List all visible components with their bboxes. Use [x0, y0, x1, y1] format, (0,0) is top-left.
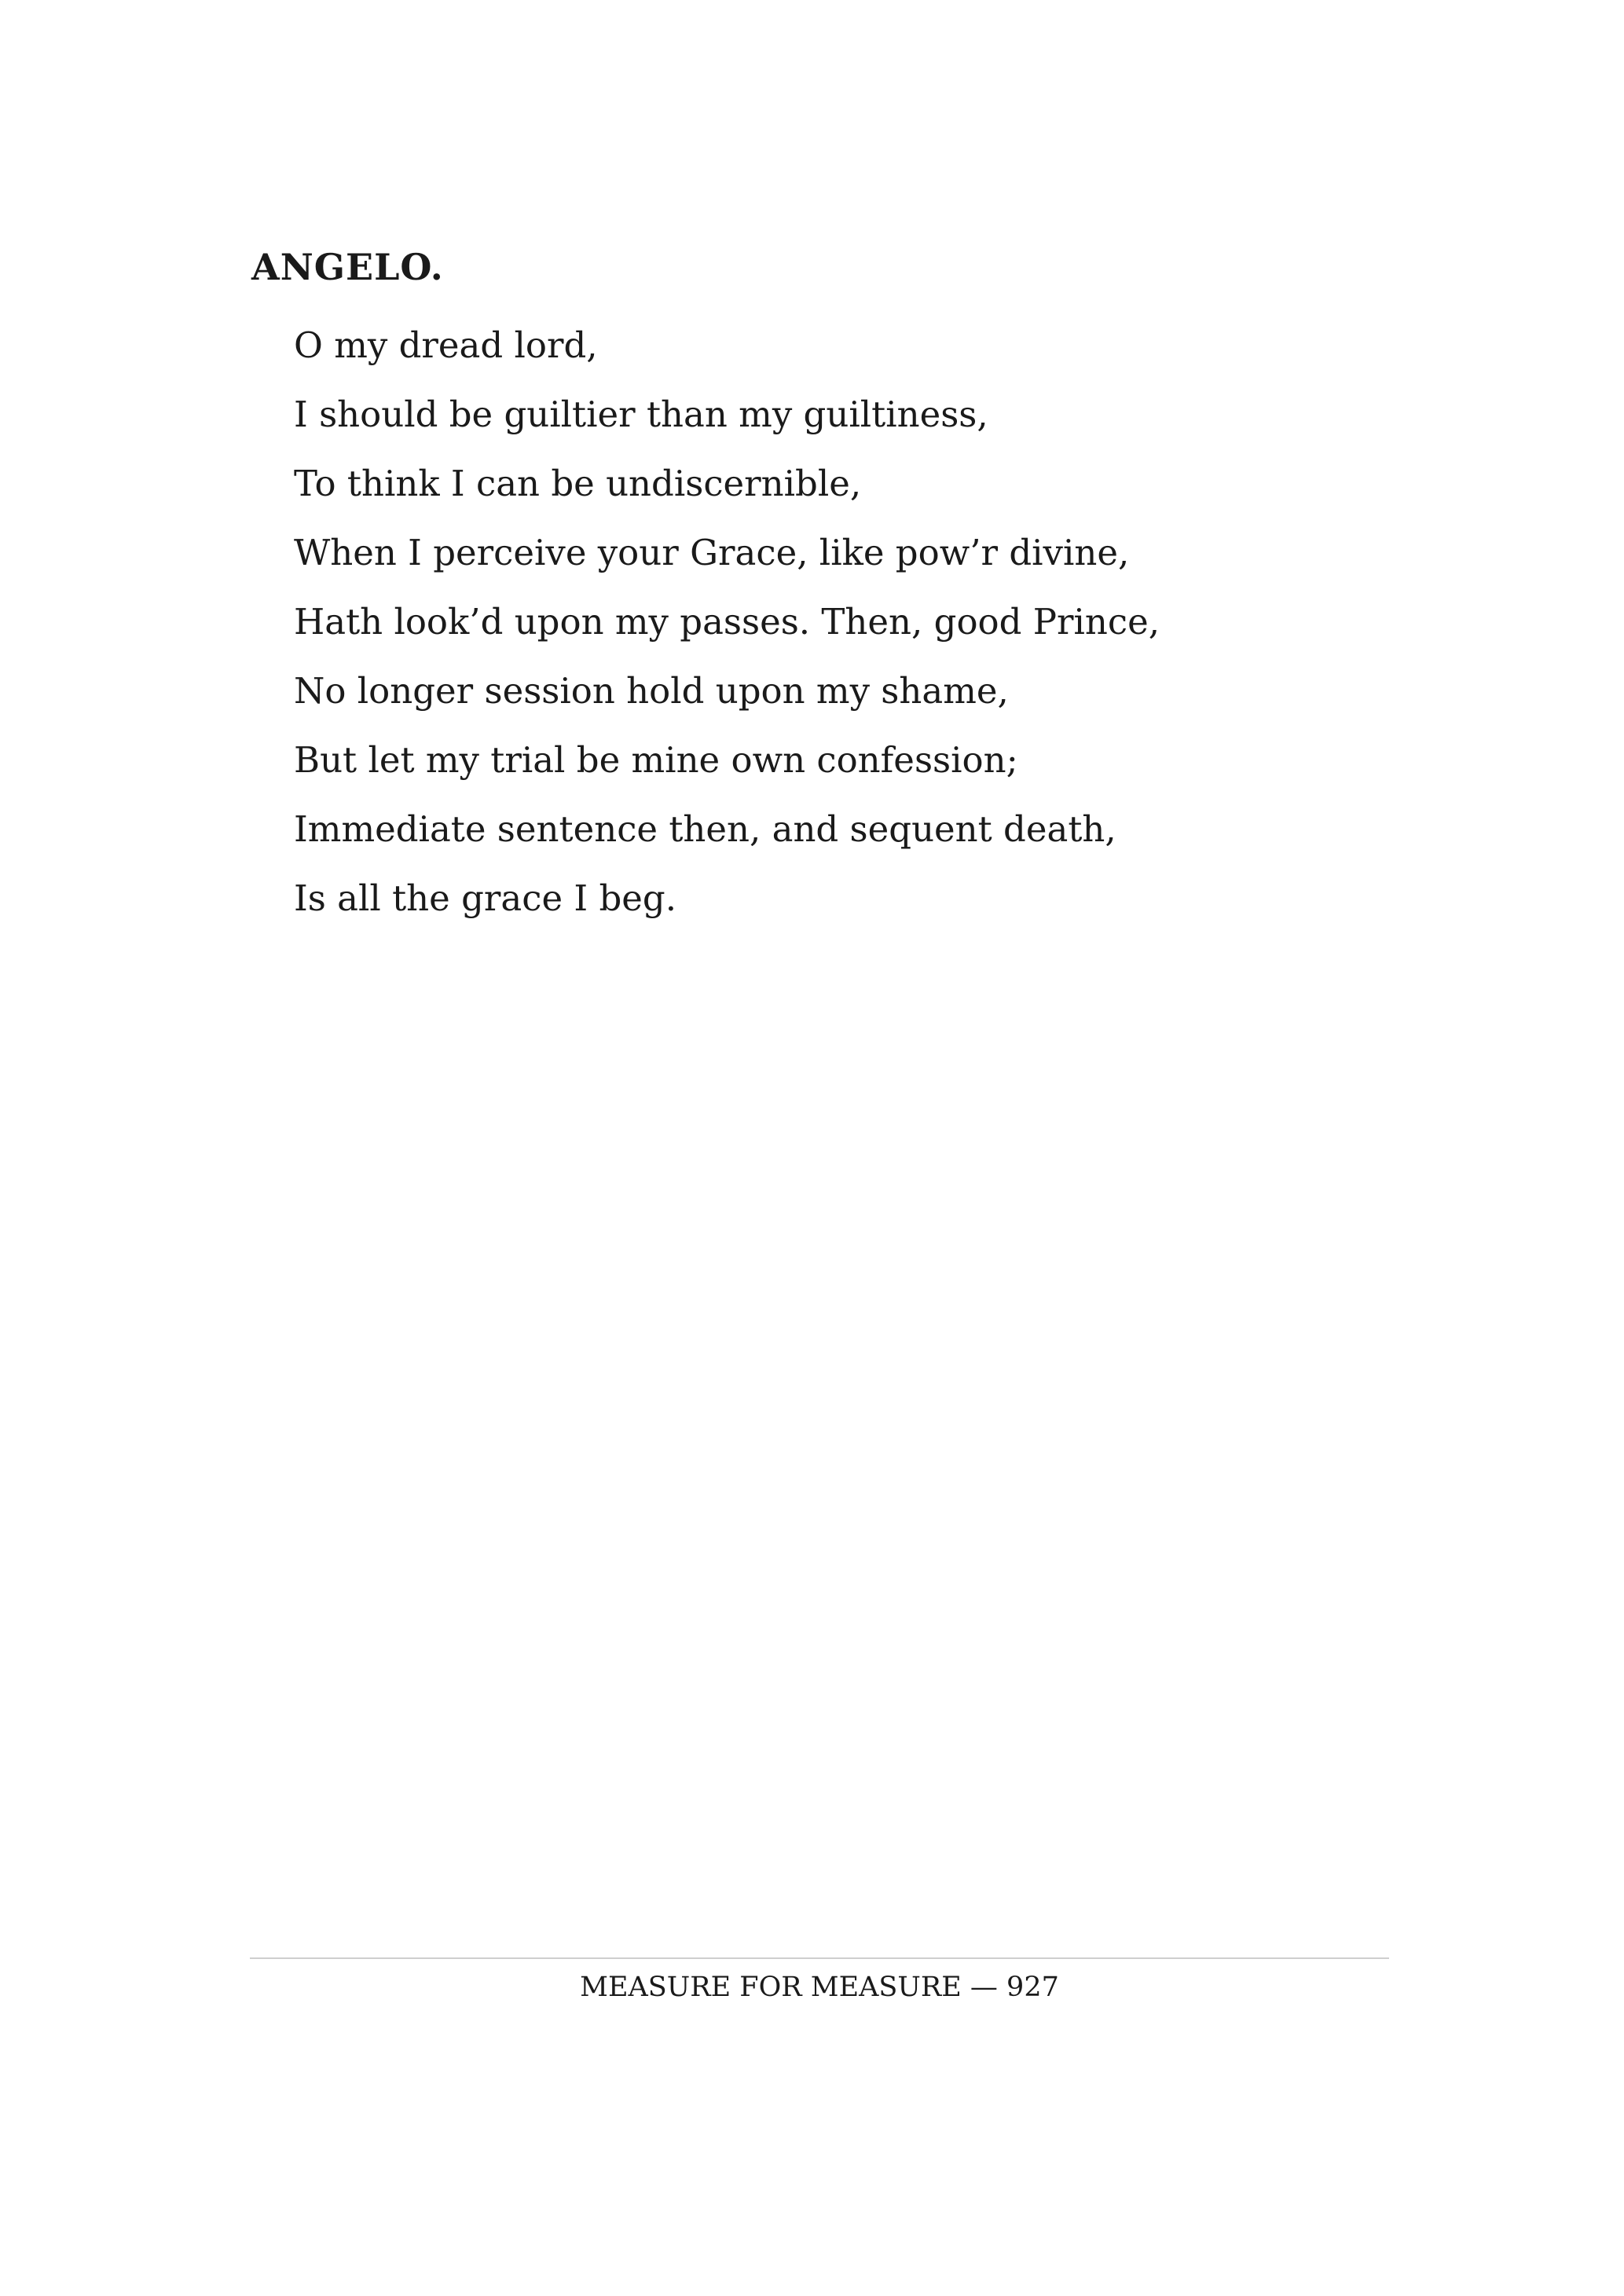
verse-line: When I perceive your Grace, like pow’r divine,	[294, 532, 1130, 573]
verse-line: No longer session hold upon my shame,	[294, 670, 1009, 712]
verse-line: Is all the grace I beg.	[294, 877, 677, 919]
verse-line: But let my trial be mine own confession;	[294, 739, 1018, 781]
footer-divider	[250, 1957, 1389, 1959]
verse-line: To think I can be undiscernible,	[294, 463, 862, 504]
verse-line: O my dread lord,	[294, 324, 598, 366]
verse-block	[294, 311, 1160, 933]
verse-line: Hath look’d upon my passes. Then, good Prince,	[294, 601, 1160, 643]
speaker-name: ANGELO.	[251, 246, 444, 288]
page-footer: MEASURE FOR MEASURE — 927	[580, 1972, 1059, 2003]
verse-line: I should be guiltier than my guiltiness,	[294, 394, 988, 435]
verse-line: Immediate sentence then, and sequent death,	[294, 808, 1116, 850]
